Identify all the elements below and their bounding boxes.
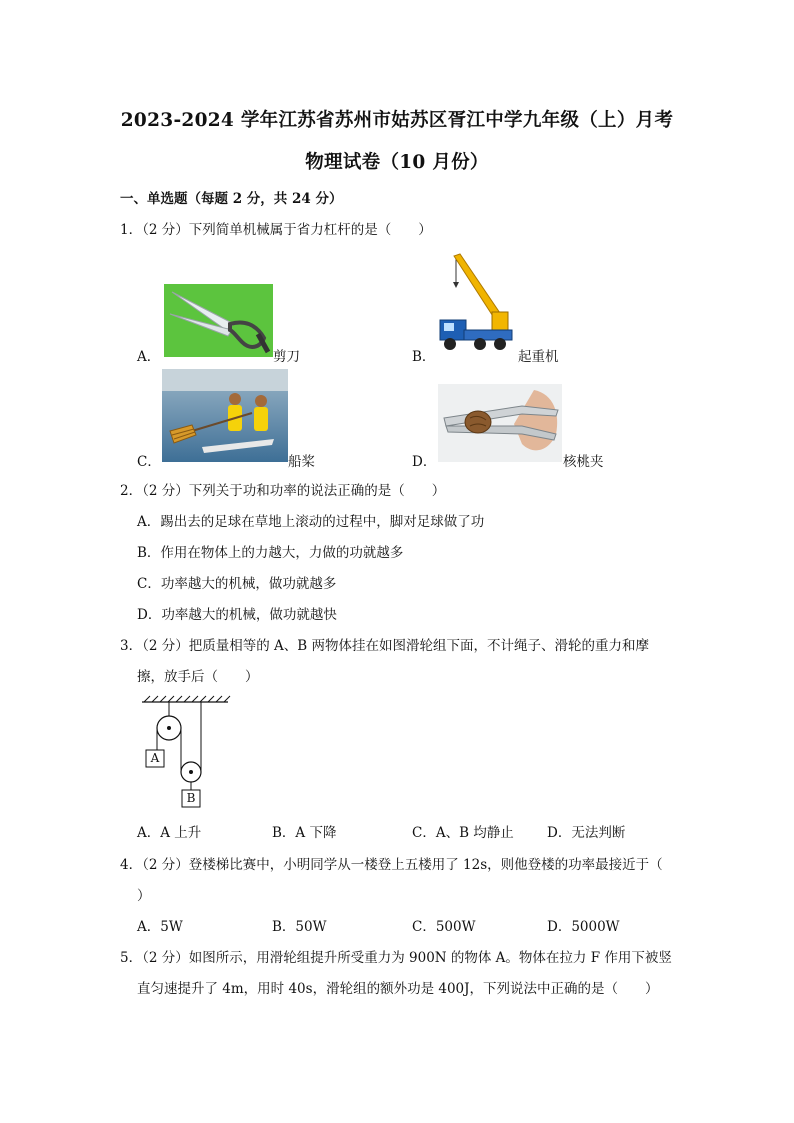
q3-stem-line2: 擦，放手后（ ）: [137, 669, 259, 685]
q1-option-c-label: 船桨: [288, 454, 315, 470]
q2-option-c: C．功率越大的机械，做功就越多: [137, 576, 337, 592]
rowing-image: [162, 369, 288, 462]
q2-option-b: B．作用在物体上的力越大，力做的功就越多: [137, 545, 404, 561]
q3-stem-line1: 3．（2 分）把质量相等的 A、B 两物体挂在如图滑轮组下面，不计绳子、滑轮的重力和摩: [120, 638, 649, 654]
q1-option-d-letter: D．: [412, 454, 437, 470]
q1-option-a-label: 剪刀: [273, 349, 300, 365]
exam-title-line2: 物理试卷（10 月份）: [305, 152, 489, 173]
q4-option-a: A．5W: [137, 919, 183, 935]
crane-image: [436, 252, 516, 355]
q5-stem-line1: 5．（2 分）如图所示，用滑轮组提升所受重力为 900N 的物体 A。物体在拉力 F 作用下被竖: [120, 950, 672, 966]
q1-option-d-label: 核桃夹: [563, 454, 604, 470]
q1-option-b-letter: B．: [412, 349, 436, 365]
section-heading: 一、单选题（每题 2 分，共 24 分）: [120, 191, 343, 207]
q5-stem-line2: 直匀速提升了 4m，用时 40s，滑轮组的额外功是 400J，下列说法中正确的是（ ）: [137, 981, 659, 997]
q3-option-c: C．A、B 均静止: [412, 825, 514, 841]
pulley-diagram: [136, 694, 236, 810]
q4-option-c: C．500W: [412, 919, 476, 935]
nutcracker-image: [438, 384, 562, 462]
q1-option-c-letter: C．: [137, 454, 161, 470]
q4-option-b: B．50W: [272, 919, 327, 935]
q2-stem: 2．（2 分）下列关于功和功率的说法正确的是（ ）: [120, 483, 446, 499]
q1-stem: 1．（2 分）下列简单机械属于省力杠杆的是（ ）: [120, 222, 432, 238]
q3-option-a: A．A 上升: [137, 825, 202, 841]
q1-option-b-label: 起重机: [518, 349, 559, 365]
q3-option-d: D．无法判断: [547, 825, 626, 841]
block-a-label: A: [150, 751, 160, 765]
q4-stem-line2: ）: [137, 888, 151, 904]
exam-title-line1: 2023-2024 学年江苏省苏州市姑苏区胥江中学九年级（上）月考: [120, 110, 674, 131]
q1-option-a-letter: A．: [137, 349, 161, 365]
q4-option-d: D．5000W: [547, 919, 620, 935]
q2-option-d: D．功率越大的机械，做功就越快: [137, 607, 337, 623]
block-b-label: B: [186, 791, 196, 805]
shears-image: [164, 284, 273, 357]
q4-stem-line1: 4．（2 分）登楼梯比赛中，小明同学从一楼登上五楼用了 12s，则他登楼的功率最接近于（: [120, 857, 663, 873]
q2-option-a: A．踢出去的足球在草地上滚动的过程中，脚对足球做了功: [137, 514, 485, 530]
q3-option-b: B．A 下降: [272, 825, 337, 841]
